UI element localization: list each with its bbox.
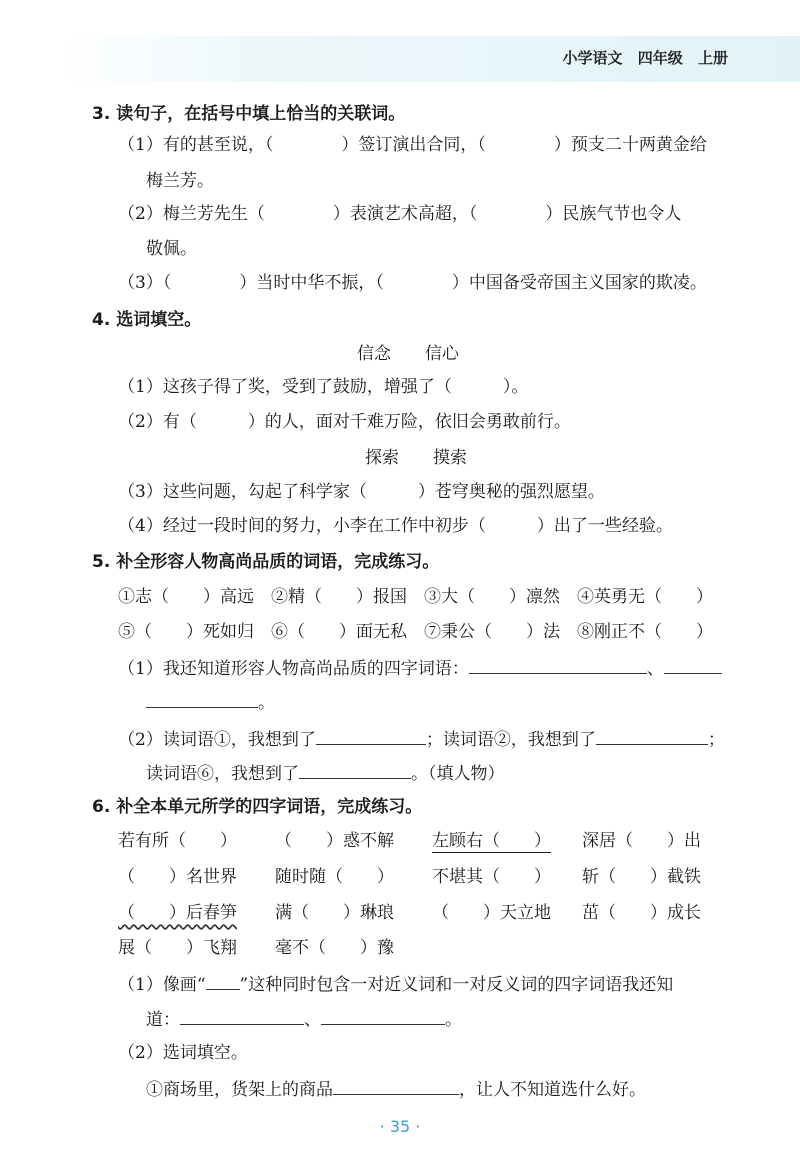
q6-r3c1: （ ）后春笋 [118, 903, 237, 923]
q5-blank-6[interactable] [299, 761, 411, 779]
q5-blank-5[interactable] [596, 727, 708, 745]
q6-r2c1: （ ）名世界 [118, 867, 237, 887]
q6-r2c4: 斩（ ）截铁 [582, 867, 701, 887]
q5-s2b [146, 761, 505, 785]
q6-s1b-text: 道： [146, 1010, 180, 1030]
q6-r3c2: 满（ ）琳琅 [275, 903, 394, 923]
q6-title: 6. 补全本单元所学的四字词语，完成练习。 [92, 797, 423, 817]
q5-s1-end: 。 [258, 693, 275, 713]
q5-s2-end: ； [707, 730, 725, 750]
q4-s3: （3）这些问题，勾起了科学家（ ）苍穹奥秘的强烈愿望。 [118, 482, 605, 502]
q5-s2a-text: （2）读词语①，我想到了 [118, 730, 316, 750]
q6-s2-1 [146, 1077, 646, 1101]
q6-s1b-end: 。 [445, 1010, 462, 1030]
q3-s1a: （1）有的甚至说，（ ）签订演出合同，（ ）预支二十两黄金给 [118, 135, 707, 155]
q6-r1c3: 左顾右（ ） [432, 831, 551, 851]
q3-s3: （3）（ ）当时中华不振，（ ）中国备受帝国主义国家的欺凌。 [118, 273, 707, 293]
q6-s1b-sep: 、 [304, 1010, 321, 1030]
q5-row1: ①志（ ）高远 ②精（ ）报国 ③大（ ）凛然 ④英勇无（ ） [118, 587, 713, 607]
q6-r1c4: 深居（ ）出 [582, 831, 701, 851]
q5-s2b-text: 读词语⑥，我想到了 [146, 764, 299, 784]
q6-s2-1a: ①商场里，货架上的商品 [146, 1080, 333, 1100]
q4-s1: （1）这孩子得了奖，受到了鼓励，增强了（ ）。 [118, 377, 529, 397]
q5-s2-mid: ；读词语②，我想到了 [425, 730, 596, 750]
q6-blank-1[interactable] [206, 972, 240, 990]
q5-s2a [118, 727, 725, 751]
q4-title: 4. 选词填空。 [92, 310, 202, 330]
page-number: · 35 · [379, 1117, 421, 1136]
q5-title: 5. 补全形容人物高尚品质的词语，完成练习。 [92, 552, 440, 572]
q4-words1: 信念 信心 [357, 344, 459, 364]
q4-s4: （4）经过一段时间的努力，小李在工作中初步（ ）出了一些经验。 [118, 516, 673, 536]
q6-r4c1: 展（ ）飞翔 [118, 938, 237, 958]
q5-blank-3[interactable] [146, 690, 258, 708]
q6-s1b [146, 1007, 462, 1031]
q6-blank-3[interactable] [321, 1007, 445, 1025]
q4-words2: 探索 摸索 [365, 448, 467, 468]
q6-r3c3: （ ）天立地 [432, 903, 551, 923]
q3-title: 3. 读句子，在括号中填上恰当的关联词。 [92, 104, 406, 124]
q6-s1a-pre: （1）像画“ [118, 975, 206, 995]
q6-r3c4: 茁（ ）成长 [582, 903, 701, 923]
q6-s2: （2）选词填空。 [118, 1043, 248, 1063]
q6-s2-1b: ，让人不知道选什么好。 [459, 1080, 646, 1100]
q6-r1c1: 若有所（ ） [118, 831, 237, 851]
q3-s2b: 敬佩。 [146, 239, 197, 259]
q6-s1a [118, 972, 673, 996]
header-title: 小学语文 四年级 上册 [562, 49, 728, 67]
q6-r4c2: 毫不（ ）豫 [275, 938, 394, 958]
q6-blank-4[interactable] [333, 1077, 459, 1095]
q5-blank-2[interactable] [664, 656, 722, 674]
q5-s1-sep: 、 [646, 659, 664, 679]
q6-r2c3: 不堪其（ ） [432, 867, 551, 887]
q6-r2c2: 随时随（ ） [275, 867, 394, 887]
q5-blank-1[interactable] [469, 656, 647, 674]
q5-blank-4[interactable] [316, 727, 426, 745]
q6-blank-2[interactable] [180, 1007, 304, 1025]
q4-s2: （2）有（ ）的人，面对千难万险，依旧会勇敢前行。 [118, 412, 571, 432]
q3-s1b: 梅兰芳。 [146, 171, 214, 191]
q3-s2a: （2）梅兰芳先生（ ）表演艺术高超，（ ）民族气节也令人 [118, 204, 682, 224]
q5-s1-text: （1）我还知道形容人物高尚品质的四字词语： [118, 659, 469, 679]
q5-s1-cont [146, 690, 275, 714]
q6-s1a-post: ”这种同时包含一对近义词和一对反义词的四字词语我还知 [239, 975, 674, 995]
q5-row2: ⑤（ ）死如归 ⑥（ ）面无私 ⑦秉公（ ）法 ⑧刚正不（ ） [118, 622, 713, 642]
q5-s2b-end: 。（填人物） [411, 764, 505, 784]
q6-r1c2: （ ）惑不解 [275, 831, 394, 851]
q5-s1 [118, 656, 722, 680]
